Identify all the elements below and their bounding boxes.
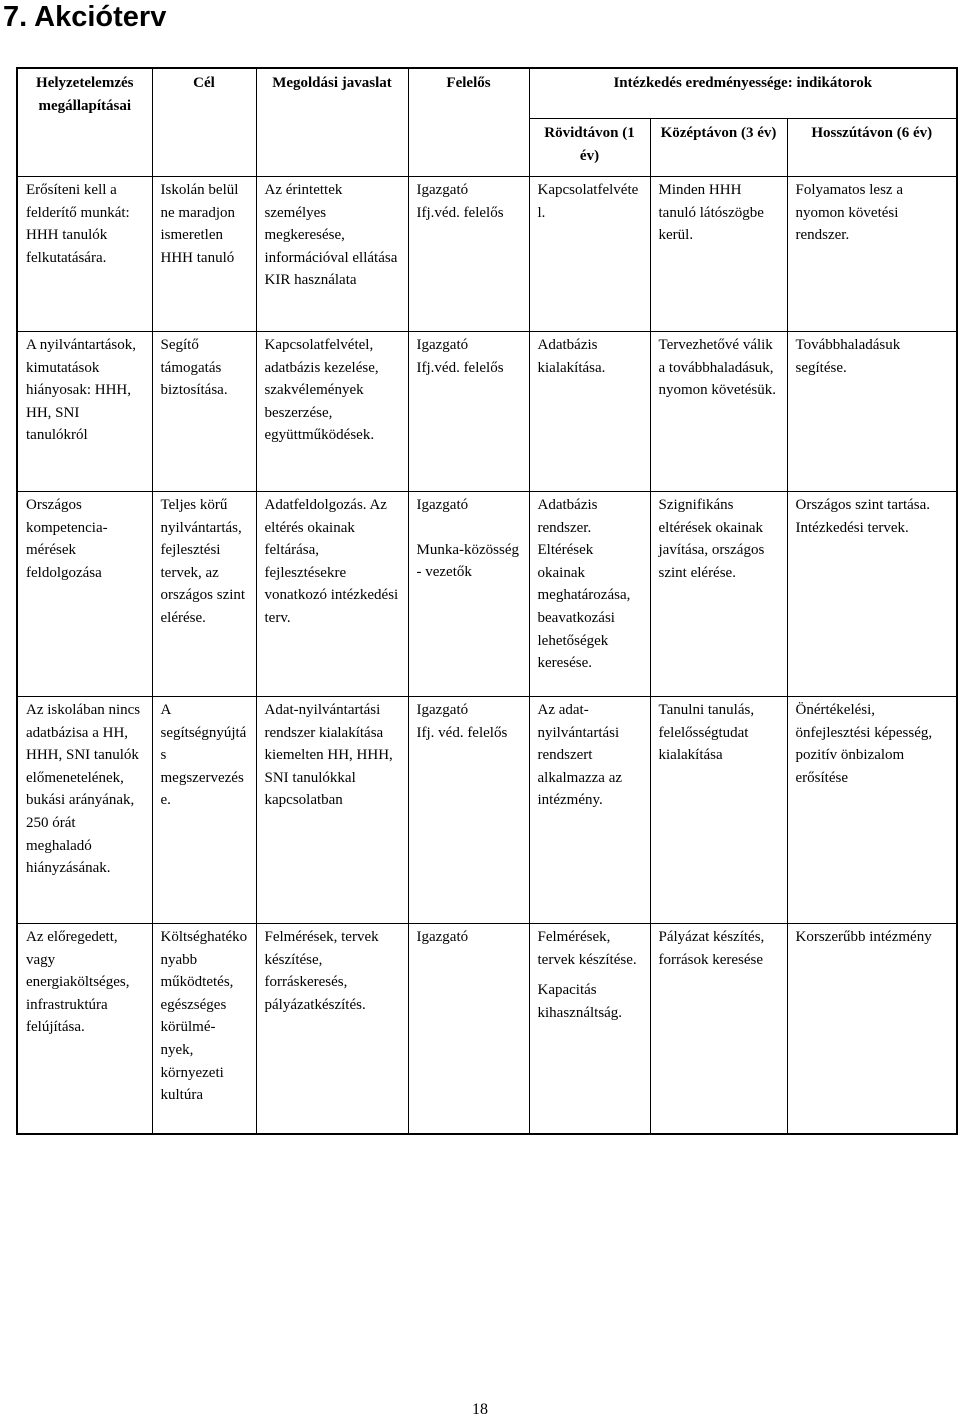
situation-cell: Az iskolában nincs adatbázisa a HH, HHH, SNI tanulók előmenetelének, bukási arányának, 250 órát meghaladó hiányzásának. <box>17 697 152 924</box>
table-row <box>17 177 957 332</box>
header-long-term: Hosszútávon (6 év) <box>787 119 957 177</box>
action-plan-table <box>16 67 958 1135</box>
header-row <box>17 68 957 119</box>
header-short-term: Rövidtávon (1 év) <box>529 119 650 177</box>
short-term-cell: Adatbázis rendszer. Eltérések okainak meghatározása, beavatkozási lehetőségek keresése. <box>529 492 650 697</box>
short-term-cell: Kapcsolatfelvétel. <box>529 177 650 332</box>
responsible-cell <box>408 177 529 332</box>
goal-cell: Iskolán belül ne maradjon ismeretlen HHH tanuló <box>152 177 256 332</box>
responsible-secondary: Ifj. véd. felelős <box>416 724 508 741</box>
goal-cell: Költséghatékonyabb működtetés, egészséges körülmé-nyek, környezeti kultúra <box>152 924 256 1134</box>
short-term-part-1: Felmérések, tervek készítése. <box>537 929 637 968</box>
responsible-secondary: Ifj.véd. felelős <box>416 204 504 221</box>
responsible-cell <box>408 492 529 697</box>
mid-term-cell: Tanulni tanulás, felelősségtudat kialakítása <box>650 697 787 924</box>
situation-cell: A nyilvántartások, kimutatások hiányosak: HHH, HH, SNI tanulókról <box>17 332 152 492</box>
mid-term-cell: Minden HHH tanuló látószögbe kerül. <box>650 177 787 332</box>
situation-cell: Erősíteni kell a felderítő munkát: HHH tanulók felkutatására. <box>17 177 152 332</box>
page-title: 7. Akcióterv <box>3 1 167 33</box>
short-term-part-2: Kapacitás kihasználtság. <box>537 982 623 1021</box>
header-goal: Cél <box>152 68 256 177</box>
table-row <box>17 924 957 1134</box>
responsible-secondary: Ifj.véd. felelős <box>416 359 504 376</box>
header-solution: Megoldási javaslat <box>256 68 408 177</box>
table-row <box>17 492 957 697</box>
short-term-cell <box>529 924 650 1134</box>
header-indicators: Intézkedés eredményessége: indikátorok <box>529 68 957 119</box>
responsible-primary: Igazgató <box>416 497 469 513</box>
long-term-cell: Önértékelési, önfejlesztési képesség, pozitív önbizalom erősítése <box>787 697 957 924</box>
header-responsible: Felelős <box>408 68 529 177</box>
situation-cell: Az előregedett, vagy energiaköltséges, infrastruktúra felújítása. <box>17 924 152 1134</box>
header-mid-term: Középtávon (3 év) <box>650 119 787 177</box>
responsible-primary: Igazgató <box>416 929 469 945</box>
goal-cell: Teljes körű nyilvántartás, fejlesztési tervek, az országos szint elérése. <box>152 492 256 697</box>
mid-term-cell: Tervezhetővé válik a továbbhaladásuk, nyomon követésük. <box>650 332 787 492</box>
short-term-cell: Az adat-nyilvántartási rendszert alkalmazza az intézmény. <box>529 697 650 924</box>
header-situation: Helyzetelemzés megállapításai <box>17 68 152 177</box>
table-row <box>17 332 957 492</box>
responsible-cell <box>408 332 529 492</box>
responsible-primary: Igazgató <box>416 702 469 718</box>
responsible-primary: Igazgató <box>416 337 469 353</box>
long-term-cell: Korszerűbb intézmény <box>787 924 957 1134</box>
goal-cell: Segítő támogatás biztosítása. <box>152 332 256 492</box>
mid-term-cell: Szignifikáns eltérések okainak javítása, országos szint elérése. <box>650 492 787 697</box>
mid-term-cell: Pályázat készítés, források keresése <box>650 924 787 1134</box>
goal-cell: A segítségnyújtás megszervezése. <box>152 697 256 924</box>
solution-cell: Az érintettek személyes megkeresése, információval ellátása KIR használata <box>256 177 408 332</box>
table-row <box>17 697 957 924</box>
situation-cell: Országos kompetencia-mérések feldolgozása <box>17 492 152 697</box>
responsible-primary: Igazgató <box>416 182 469 198</box>
solution-cell: Kapcsolatfelvétel, adatbázis kezelése, szakvélemények beszerzése, együttműködések. <box>256 332 408 492</box>
long-term-cell: Továbbhaladásuk segítése. <box>787 332 957 492</box>
page-number: 18 <box>472 1401 488 1418</box>
responsible-secondary: Munka-közösség - vezetők <box>416 541 519 581</box>
solution-cell: Felmérések, tervek készítése, forráskeresés, pályázatkészítés. <box>256 924 408 1134</box>
short-term-cell: Adatbázis kialakítása. <box>529 332 650 492</box>
responsible-cell <box>408 697 529 924</box>
long-term-cell: Országos szint tartása. Intézkedési tervek. <box>787 492 957 697</box>
solution-cell: Adat-nyilvántartási rendszer kialakítása kiemelten HH, HHH, SNI tanulókkal kapcsolatban <box>256 697 408 924</box>
solution-cell: Adatfeldolgozás. Az eltérés okainak feltárása, fejlesztésekre vonatkozó intézkedési terv. <box>256 492 408 697</box>
long-term-cell: Folyamatos lesz a nyomon követési rendszer. <box>787 177 957 332</box>
responsible-cell <box>408 924 529 1134</box>
